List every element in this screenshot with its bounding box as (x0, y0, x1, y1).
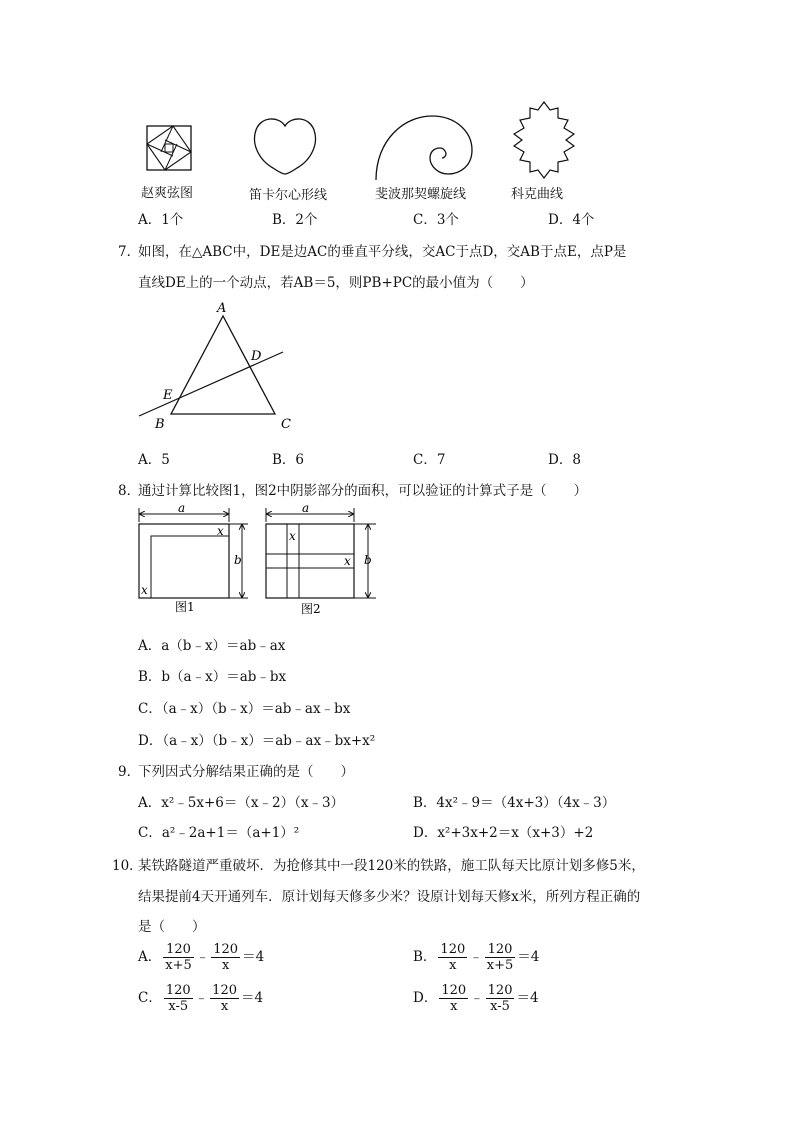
q6-option-d[interactable]: D．4个 (548, 212, 595, 228)
equation-rhs: ＝4 (517, 949, 540, 965)
denominator: x+5 (486, 958, 514, 973)
numerator: 120 (440, 942, 466, 957)
q8-option-d[interactable]: D．（a﹣x）（b﹣x）＝ab﹣ax﹣bx+x² (138, 733, 376, 749)
q10-option-d[interactable] (413, 983, 539, 1014)
q10-stem-line1: 某铁路隧道严重破坏．为抢修其中一段120米的铁路，施工队每天比原计划多修5米， (138, 858, 645, 874)
zhao-shuang-diagram (143, 122, 197, 176)
q8-option-c[interactable]: C．（a﹣x）（b﹣x）＝ab﹣ax﹣bx (138, 701, 351, 717)
q6-option-a[interactable]: A．1个 (138, 212, 184, 228)
q10-option-a[interactable] (138, 942, 264, 973)
minus-sign: ﹣ (194, 990, 209, 1006)
denominator: x (450, 999, 458, 1014)
q10-stem-line3: 是（ ） (138, 919, 206, 935)
q9-option-c[interactable]: C．a²﹣2a+1＝（a+1）² (138, 825, 300, 841)
q10-option-b-label: B． (413, 949, 437, 965)
figure-label-koch: 科克曲线 (511, 187, 564, 202)
label-E: E (163, 388, 173, 403)
q10-option-d-label: D． (413, 990, 438, 1006)
q9-stem: 下列因式分解结果正确的是（ ） (138, 764, 354, 780)
q6-option-c[interactable]: C．3个 (413, 212, 459, 228)
denominator: x-5 (490, 999, 510, 1014)
q8-stem: 通过计算比较图1，图2中阴影部分的面积，可以验证的计算式子是（ ） (138, 483, 588, 499)
fig1-label-x-top: x (217, 524, 224, 538)
numerator: 120 (163, 942, 194, 958)
q10-option-c[interactable] (138, 983, 263, 1014)
label-D: D (251, 349, 262, 364)
cardioid-curve (247, 112, 323, 178)
fraction (438, 942, 467, 973)
q7-option-c[interactable]: C．7 (413, 452, 446, 468)
fraction (211, 942, 240, 973)
numerator: 120 (165, 983, 191, 998)
fraction (439, 983, 468, 1014)
fig2-label-x-right: x (344, 554, 351, 568)
q10-option-a-label: A． (138, 949, 162, 965)
numerator: 120 (485, 942, 516, 958)
koch-curve (508, 100, 580, 180)
q8-option-b[interactable]: B．b（a﹣x）＝ab﹣bx (138, 669, 287, 685)
numerator: 120 (213, 942, 239, 957)
denominator: x (220, 999, 229, 1014)
minus-sign: ﹣ (470, 990, 484, 1006)
fig1-label-x-left: x (141, 583, 148, 597)
fraction (210, 983, 239, 1014)
denominator: x (449, 958, 457, 973)
figure-label-fibonacci: 斐波那契螺旋线 (375, 187, 467, 202)
denominator: x-5 (168, 999, 189, 1014)
figure-label-cardioid: 笛卡尔心形线 (249, 188, 328, 203)
q8-figure-1 (130, 504, 254, 616)
fig1-caption: 图1 (175, 600, 195, 614)
fibonacci-spiral (368, 110, 480, 182)
q8-number: 8． (118, 483, 141, 499)
minus-sign: ﹣ (195, 949, 210, 965)
q7-stem-line2: 直线DE上的一个动点，若AB＝5，则PB+PC的最小值为（ ） (138, 275, 534, 291)
q7-option-a[interactable]: A．5 (138, 452, 170, 468)
q8-option-a[interactable]: A．a（b﹣x）＝ab﹣ax (138, 638, 286, 654)
fraction (485, 942, 516, 973)
label-C: C (281, 417, 291, 432)
q7-number: 7． (118, 244, 141, 260)
q8-figure-2 (258, 504, 382, 616)
q7-option-b[interactable]: B．6 (272, 452, 305, 468)
q10-option-b[interactable] (413, 942, 539, 973)
fig2-label-a: a (302, 504, 310, 515)
q10-stem-line2: 结果提前4天开通列车．原计划每天修多少米？设原计划每天修x米，所列方程正确的 (138, 889, 641, 905)
q10-number: 10． (112, 858, 143, 874)
fraction (486, 983, 515, 1014)
figure-label-zhao-shuang: 赵爽弦图 (141, 186, 194, 201)
equation-rhs: ＝4 (242, 949, 265, 965)
q7-stem-line1: 如图，在△ABC中，DE是边AC的垂直平分线，交AC于点D，交AB于点E，点P是 (138, 244, 627, 260)
q9-option-a[interactable]: A．x²﹣5x+6＝（x﹣2）（x﹣3） (138, 795, 345, 811)
q9-option-b[interactable]: B．4x²﹣9＝（4x+3）（4x﹣3） (413, 795, 616, 811)
q6-option-b[interactable]: B．2个 (272, 212, 318, 228)
label-A: A (217, 301, 227, 316)
fig2-label-x-top: x (289, 529, 296, 543)
fraction (164, 983, 193, 1014)
q7-option-d[interactable]: D．8 (548, 452, 581, 468)
numerator: 120 (212, 983, 237, 998)
denominator: x (221, 958, 230, 973)
numerator: 120 (441, 983, 467, 998)
fig1-label-a: a (178, 504, 186, 515)
fig2-label-b: b (364, 553, 372, 567)
equation-rhs: ＝4 (516, 990, 539, 1006)
q9-number: 9． (118, 764, 141, 780)
q9-option-d[interactable]: D．x²+3x+2＝x（x+3）+2 (413, 825, 594, 841)
fig1-label-b: b (234, 553, 242, 567)
q10-option-c-label: C． (138, 990, 162, 1006)
q7-triangle-figure (133, 296, 303, 436)
fraction (163, 942, 194, 973)
denominator: x+5 (165, 958, 192, 973)
numerator: 120 (487, 983, 513, 998)
label-B: B (155, 417, 165, 432)
minus-sign: ﹣ (469, 949, 483, 965)
equation-rhs: ＝4 (241, 990, 264, 1006)
fig2-caption: 图2 (301, 602, 321, 616)
